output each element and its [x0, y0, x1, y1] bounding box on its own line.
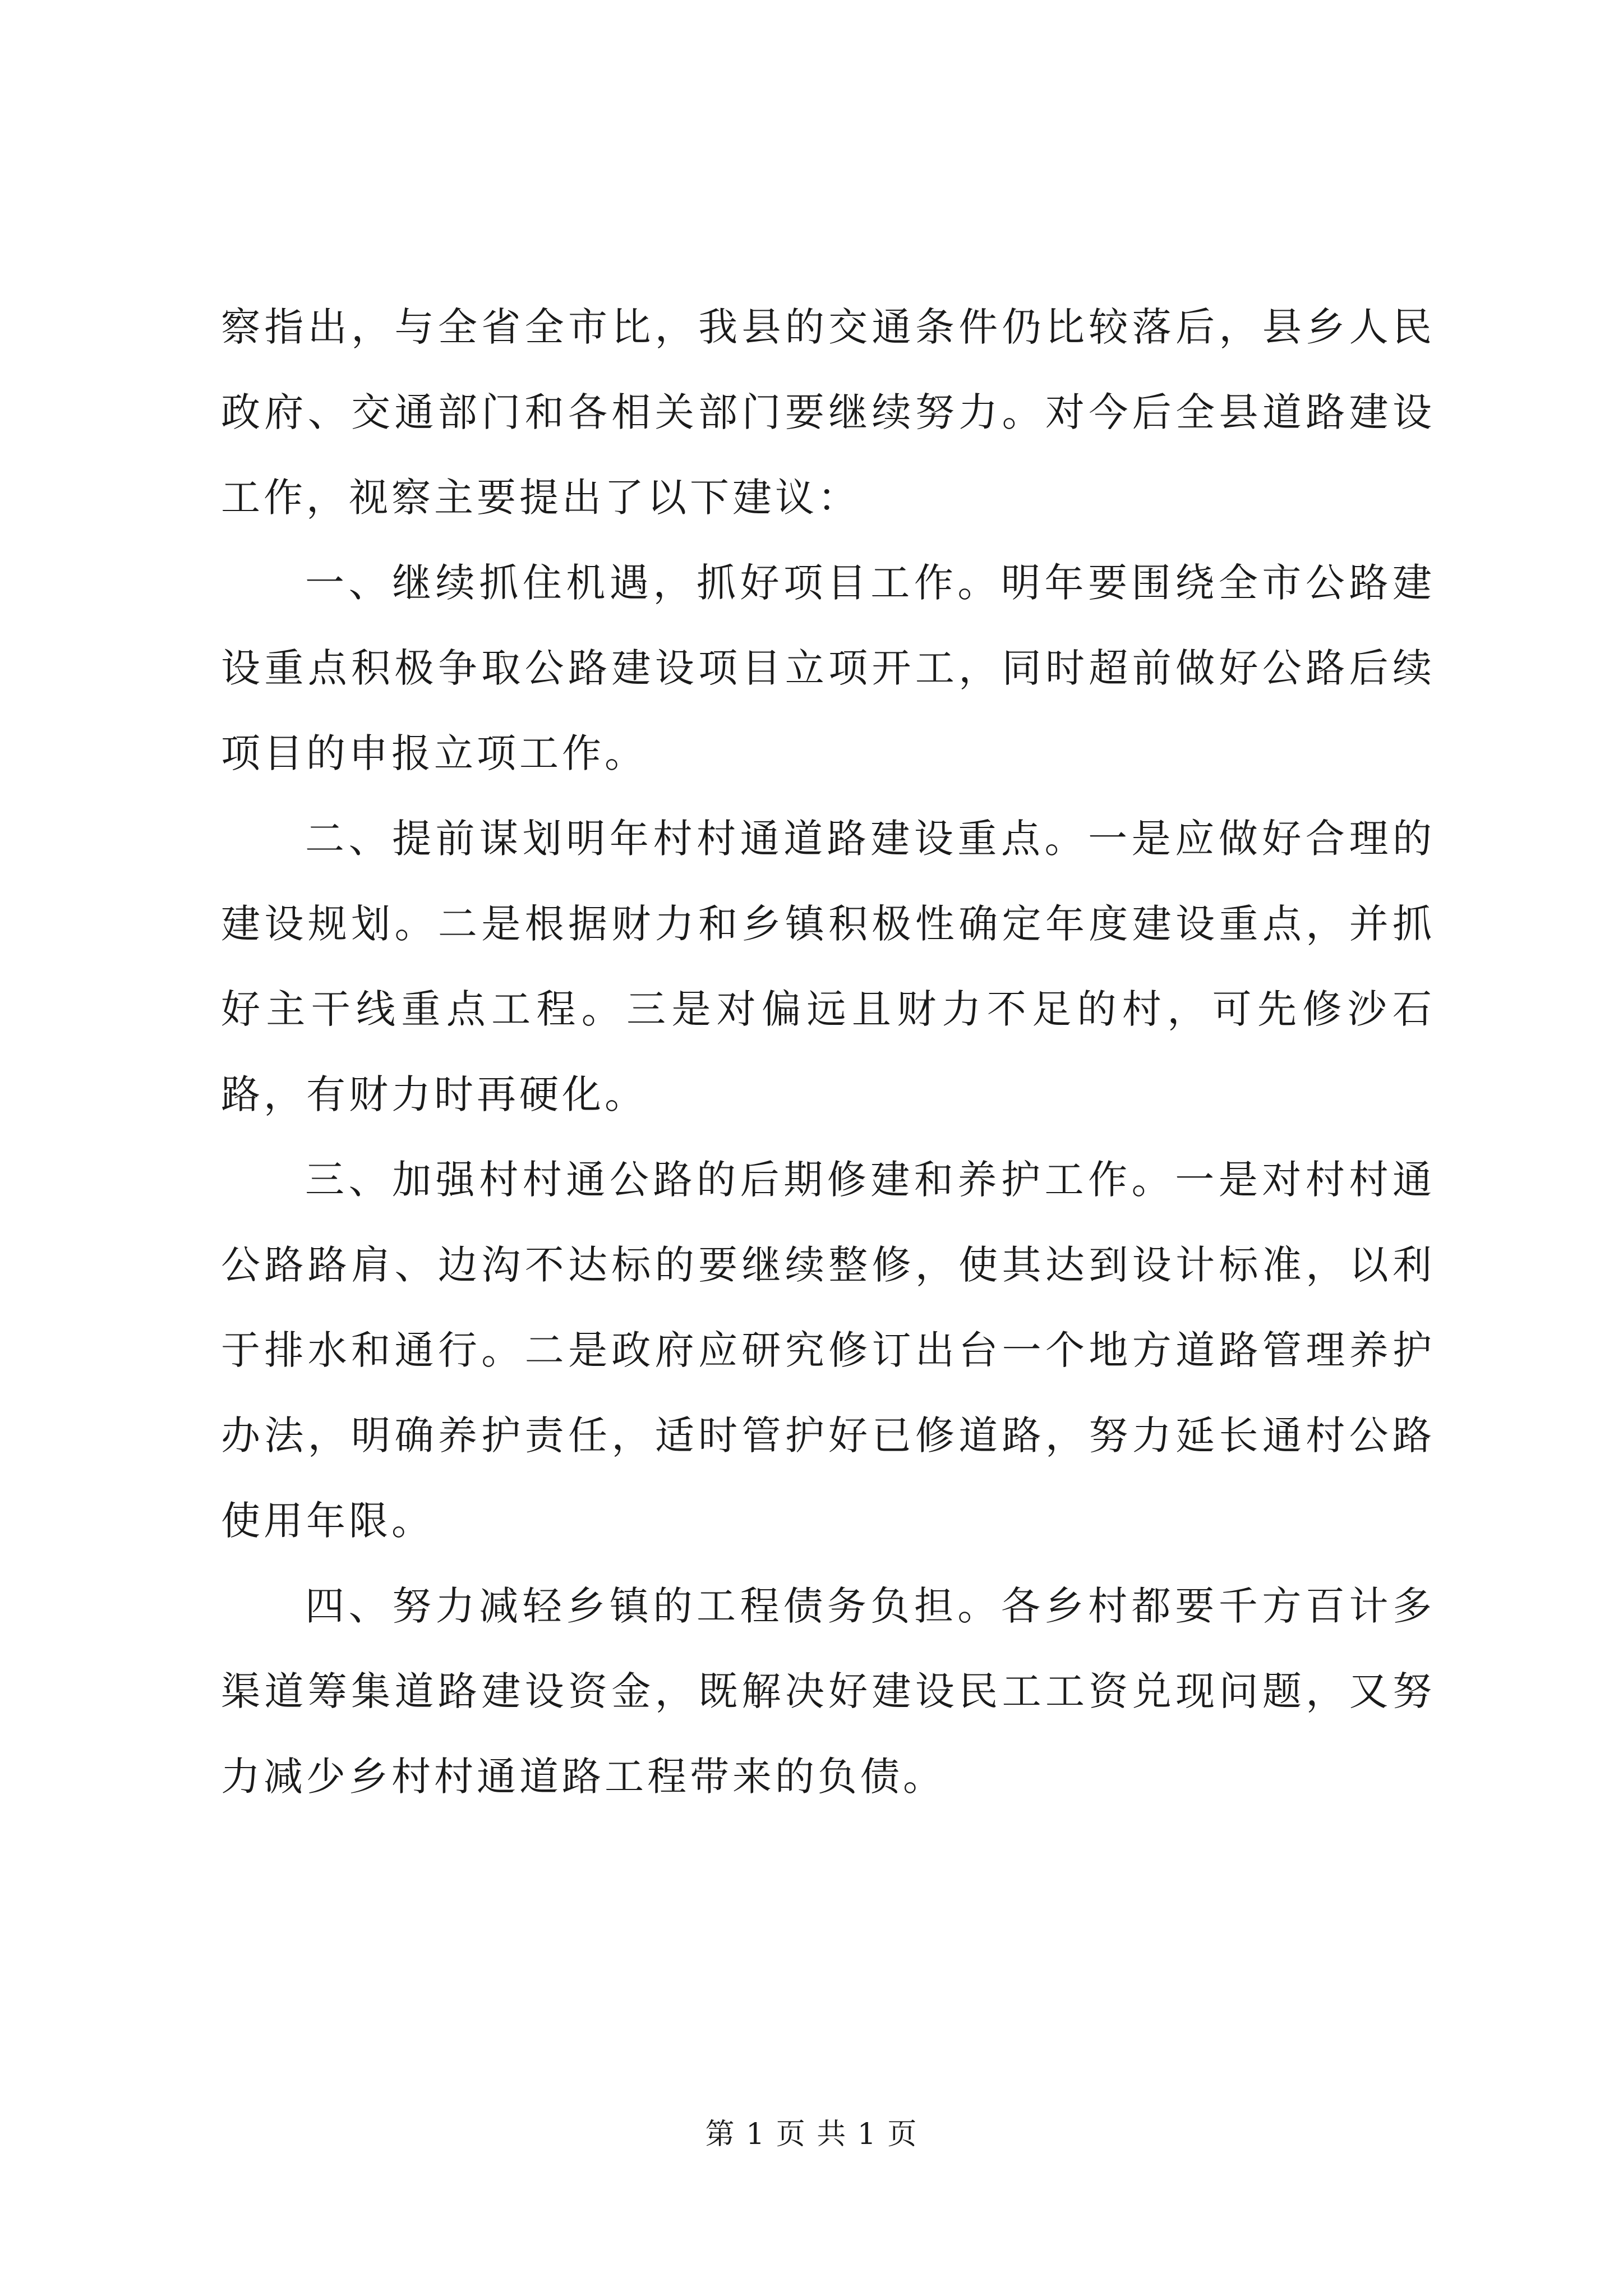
paragraph-continuation: 察指出，与全省全市比，我县的交通条件仍比较落后，县乡人民政府、交通部门和各相关部门要继续努力。对今后全县道路建设工作，视察主要提出了以下建议：: [221, 304, 1435, 521]
paragraph-item-4: 四、努力减轻乡镇的工程债务负担。各乡村都要千方百计多渠道筹集道路建设资金，既解决好建设民工工资兑现问题，又努力减少乡村村通道路工程带来的负债。: [221, 1583, 1435, 1800]
page-number-footer: 第 1 页 共 1 页: [705, 2118, 918, 2151]
paragraph-item-2: 二、提前谋划明年村村通道路建设重点。一是应做好合理的建设规划。二是根据财力和乡镇积极性确定年度建设重点，并抓好主干线重点工程。三是对偏远且财力不足的村，可先修沙石路，有财力时再硬化。: [221, 816, 1435, 1117]
paragraph-item-1: 一、继续抓住机遇，抓好项目工作。明年要围绕全市公路建设重点积极争取公路建设项目立项开工，同时超前做好公路后续项目的申报立项工作。: [221, 560, 1435, 776]
document-body: [221, 284, 1435, 1819]
paragraph-item-3: 三、加强村村通公路的后期修建和养护工作。一是对村村通公路路肩、边沟不达标的要继续整修，使其达到设计标准，以利于排水和通行。二是政府应研究修订出台一个地方道路管理养护办法，明确养护责任，适时管护好已修道路，努力延长通村公路使用年限。: [221, 1157, 1435, 1544]
